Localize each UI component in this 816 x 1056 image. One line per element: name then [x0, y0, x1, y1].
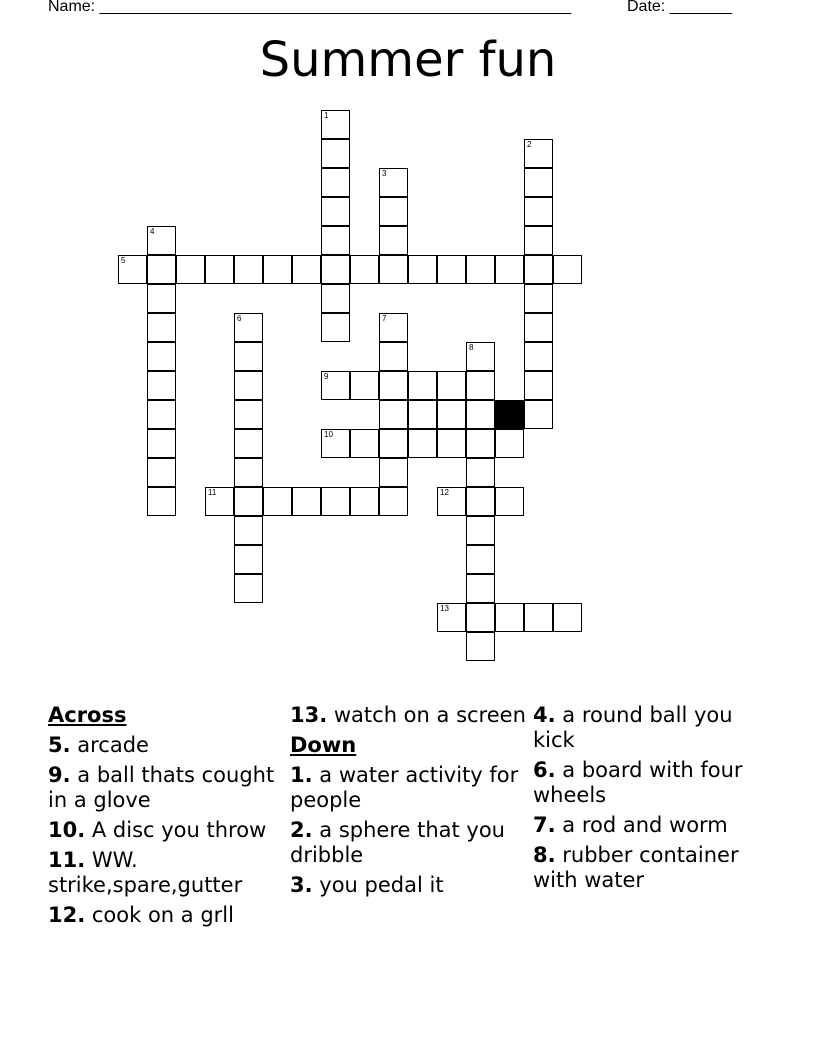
crossword-cell[interactable]	[292, 255, 321, 284]
clue-item	[48, 848, 284, 898]
crossword-cell[interactable]	[350, 371, 379, 400]
crossword-cell[interactable]	[321, 110, 350, 139]
crossword-cell[interactable]	[553, 603, 582, 632]
clue-number: 13	[440, 604, 449, 613]
clue-number: 12.	[48, 903, 86, 927]
crossword-cell[interactable]	[379, 487, 408, 516]
crossword-cell[interactable]	[350, 487, 379, 516]
crossword-cell[interactable]	[234, 516, 263, 545]
clue-number: 7	[382, 314, 387, 323]
crossword-cell[interactable]	[234, 458, 263, 487]
crossword-cell[interactable]	[379, 458, 408, 487]
crossword-cell[interactable]	[205, 255, 234, 284]
crossword-cell[interactable]	[524, 603, 553, 632]
clue-number: 9	[324, 372, 329, 381]
crossword-cell[interactable]	[495, 487, 524, 516]
clue-number: 8.	[533, 843, 556, 867]
clue-item	[48, 903, 284, 928]
crossword-cell[interactable]	[147, 400, 176, 429]
crossword-cell[interactable]	[466, 429, 495, 458]
crossword-cell[interactable]	[524, 342, 553, 371]
crossword-cell[interactable]	[350, 255, 379, 284]
clue-number: 5	[121, 256, 126, 265]
clue-text: WW. strike,spare,gutter	[48, 848, 243, 897]
crossword-cell[interactable]	[379, 168, 408, 197]
crossword-cell[interactable]	[524, 139, 553, 168]
clue-number: 13.	[290, 703, 328, 727]
crossword-cell[interactable]	[147, 255, 176, 284]
clue-number: 2	[527, 140, 532, 149]
crossword-cell[interactable]	[147, 371, 176, 400]
crossword-cell[interactable]	[437, 371, 466, 400]
clue-text: a water activity for people	[290, 763, 519, 812]
crossword-cell[interactable]	[234, 429, 263, 458]
clue-text: rubber container with water	[533, 843, 739, 892]
crossword-cell[interactable]	[379, 226, 408, 255]
crossword-cell[interactable]	[379, 313, 408, 342]
crossword-cell[interactable]	[466, 400, 495, 429]
clue-item	[533, 758, 769, 808]
crossword-cell[interactable]	[524, 197, 553, 226]
crossword-cell[interactable]	[408, 371, 437, 400]
clue-item	[533, 703, 769, 753]
across-heading: Across	[48, 703, 127, 727]
crossword-cell[interactable]	[408, 255, 437, 284]
clue-column	[533, 703, 769, 898]
crossword-cell[interactable]	[147, 313, 176, 342]
crossword-cell[interactable]	[466, 458, 495, 487]
crossword-cell[interactable]	[176, 255, 205, 284]
crossword-cell[interactable]	[466, 516, 495, 545]
crossword-cell[interactable]	[147, 487, 176, 516]
clue-number: 1	[324, 111, 329, 120]
crossword-cell[interactable]	[495, 255, 524, 284]
clue-number: 10.	[48, 818, 86, 842]
crossword-cell[interactable]	[466, 632, 495, 661]
crossword-cell[interactable]	[321, 255, 350, 284]
clue-number: 11.	[48, 848, 86, 872]
clue-number: 4	[150, 227, 155, 236]
crossword-cell[interactable]	[524, 226, 553, 255]
crossword-cell[interactable]	[147, 226, 176, 255]
crossword-cell[interactable]	[321, 313, 350, 342]
clue-text: you pedal it	[312, 873, 444, 897]
crossword-cell[interactable]	[147, 458, 176, 487]
crossword-cell[interactable]	[147, 342, 176, 371]
clue-item	[290, 763, 526, 813]
crossword-cell[interactable]	[408, 400, 437, 429]
clue-text: arcade	[70, 733, 149, 757]
crossword-cell[interactable]	[350, 429, 379, 458]
crossword-cell[interactable]	[553, 255, 582, 284]
crossword-cell[interactable]	[466, 487, 495, 516]
crossword-cell[interactable]	[466, 603, 495, 632]
crossword-cell[interactable]	[321, 429, 350, 458]
crossword-cell[interactable]	[524, 371, 553, 400]
crossword-cell[interactable]	[466, 342, 495, 371]
crossword-cell[interactable]	[379, 197, 408, 226]
crossword-cell[interactable]	[234, 255, 263, 284]
crossword-cell[interactable]	[379, 371, 408, 400]
crossword-cell[interactable]	[524, 400, 553, 429]
crossword-cell[interactable]	[234, 574, 263, 603]
crossword-cell[interactable]	[379, 255, 408, 284]
crossword-cell[interactable]	[524, 255, 553, 284]
clue-number: 3	[382, 169, 387, 178]
crossword-cell[interactable]	[437, 487, 466, 516]
crossword-cell[interactable]	[234, 487, 263, 516]
clue-number: 6.	[533, 758, 556, 782]
clue-number: 12	[440, 488, 449, 497]
clue-text: A disc you throw	[85, 818, 267, 842]
crossword-cell[interactable]	[321, 284, 350, 313]
crossword-cell[interactable]	[234, 313, 263, 342]
clue-text: cook on a grll	[85, 903, 234, 927]
crossword-cell[interactable]	[321, 371, 350, 400]
crossword-cell[interactable]	[524, 168, 553, 197]
clue-text: watch on a screen	[327, 703, 526, 727]
crossword-cell[interactable]	[118, 255, 147, 284]
crossword-cell[interactable]	[321, 197, 350, 226]
crossword-cell[interactable]	[408, 429, 437, 458]
crossword-cell[interactable]	[321, 139, 350, 168]
crossword-cell[interactable]	[524, 284, 553, 313]
crossword-cell[interactable]	[234, 371, 263, 400]
clue-item	[290, 818, 526, 868]
clue-item	[533, 813, 769, 838]
crossword-cell[interactable]	[292, 487, 321, 516]
crossword-cell[interactable]	[524, 313, 553, 342]
crossword-cell[interactable]	[437, 603, 466, 632]
crossword-cell[interactable]	[437, 255, 466, 284]
page-title: Summer fun	[259, 32, 557, 88]
clue-text: a board with four wheels	[533, 758, 743, 807]
clue-text: a ball thats cought in a glove	[48, 763, 275, 812]
clue-number: 5.	[48, 733, 71, 757]
clue-column	[48, 703, 284, 933]
clue-item	[48, 733, 284, 758]
clue-item	[290, 703, 526, 728]
clue-number: 7.	[533, 813, 556, 837]
crossword-cell[interactable]	[379, 400, 408, 429]
crossword-cell[interactable]	[234, 342, 263, 371]
black-square	[495, 400, 524, 429]
clue-text: a sphere that you dribble	[290, 818, 505, 867]
clue-column	[290, 703, 526, 903]
clue-number: 2.	[290, 818, 313, 842]
crossword-cell[interactable]	[234, 400, 263, 429]
clue-number: 1.	[290, 763, 313, 787]
clue-number: 4.	[533, 703, 556, 727]
crossword-cell[interactable]	[437, 400, 466, 429]
clue-item	[533, 843, 769, 893]
clue-text: a round ball you kick	[533, 703, 733, 752]
crossword-cell[interactable]	[263, 255, 292, 284]
clue-number: 9.	[48, 763, 71, 787]
crossword-cell[interactable]	[234, 545, 263, 574]
crossword-cell[interactable]	[466, 371, 495, 400]
clue-item	[48, 763, 284, 813]
crossword-cell[interactable]	[379, 342, 408, 371]
crossword-cell[interactable]	[466, 545, 495, 574]
clue-number: 11	[208, 488, 217, 497]
crossword-cell[interactable]	[321, 226, 350, 255]
clue-text: a rod and worm	[555, 813, 728, 837]
crossword-cell[interactable]	[495, 603, 524, 632]
crossword-cell[interactable]	[147, 284, 176, 313]
crossword-cell[interactable]	[321, 487, 350, 516]
clue-number: 6	[237, 314, 242, 323]
down-heading: Down	[290, 733, 357, 757]
date-field-label: Date: _______	[627, 0, 732, 15]
crossword-cell[interactable]	[495, 429, 524, 458]
crossword-cell[interactable]	[205, 487, 234, 516]
clue-number: 10	[324, 430, 333, 439]
name-field-label: Name: _____________________________________________________	[48, 0, 572, 15]
crossword-cell[interactable]	[466, 574, 495, 603]
crossword-cell[interactable]	[263, 487, 292, 516]
crossword-cell[interactable]	[437, 429, 466, 458]
clue-item	[290, 873, 526, 898]
crossword-cell[interactable]	[379, 429, 408, 458]
clue-item	[48, 818, 284, 843]
crossword-cell[interactable]	[466, 255, 495, 284]
crossword-cell[interactable]	[147, 429, 176, 458]
clue-number: 3.	[290, 873, 313, 897]
crossword-cell[interactable]	[321, 168, 350, 197]
clue-number: 8	[469, 343, 474, 352]
